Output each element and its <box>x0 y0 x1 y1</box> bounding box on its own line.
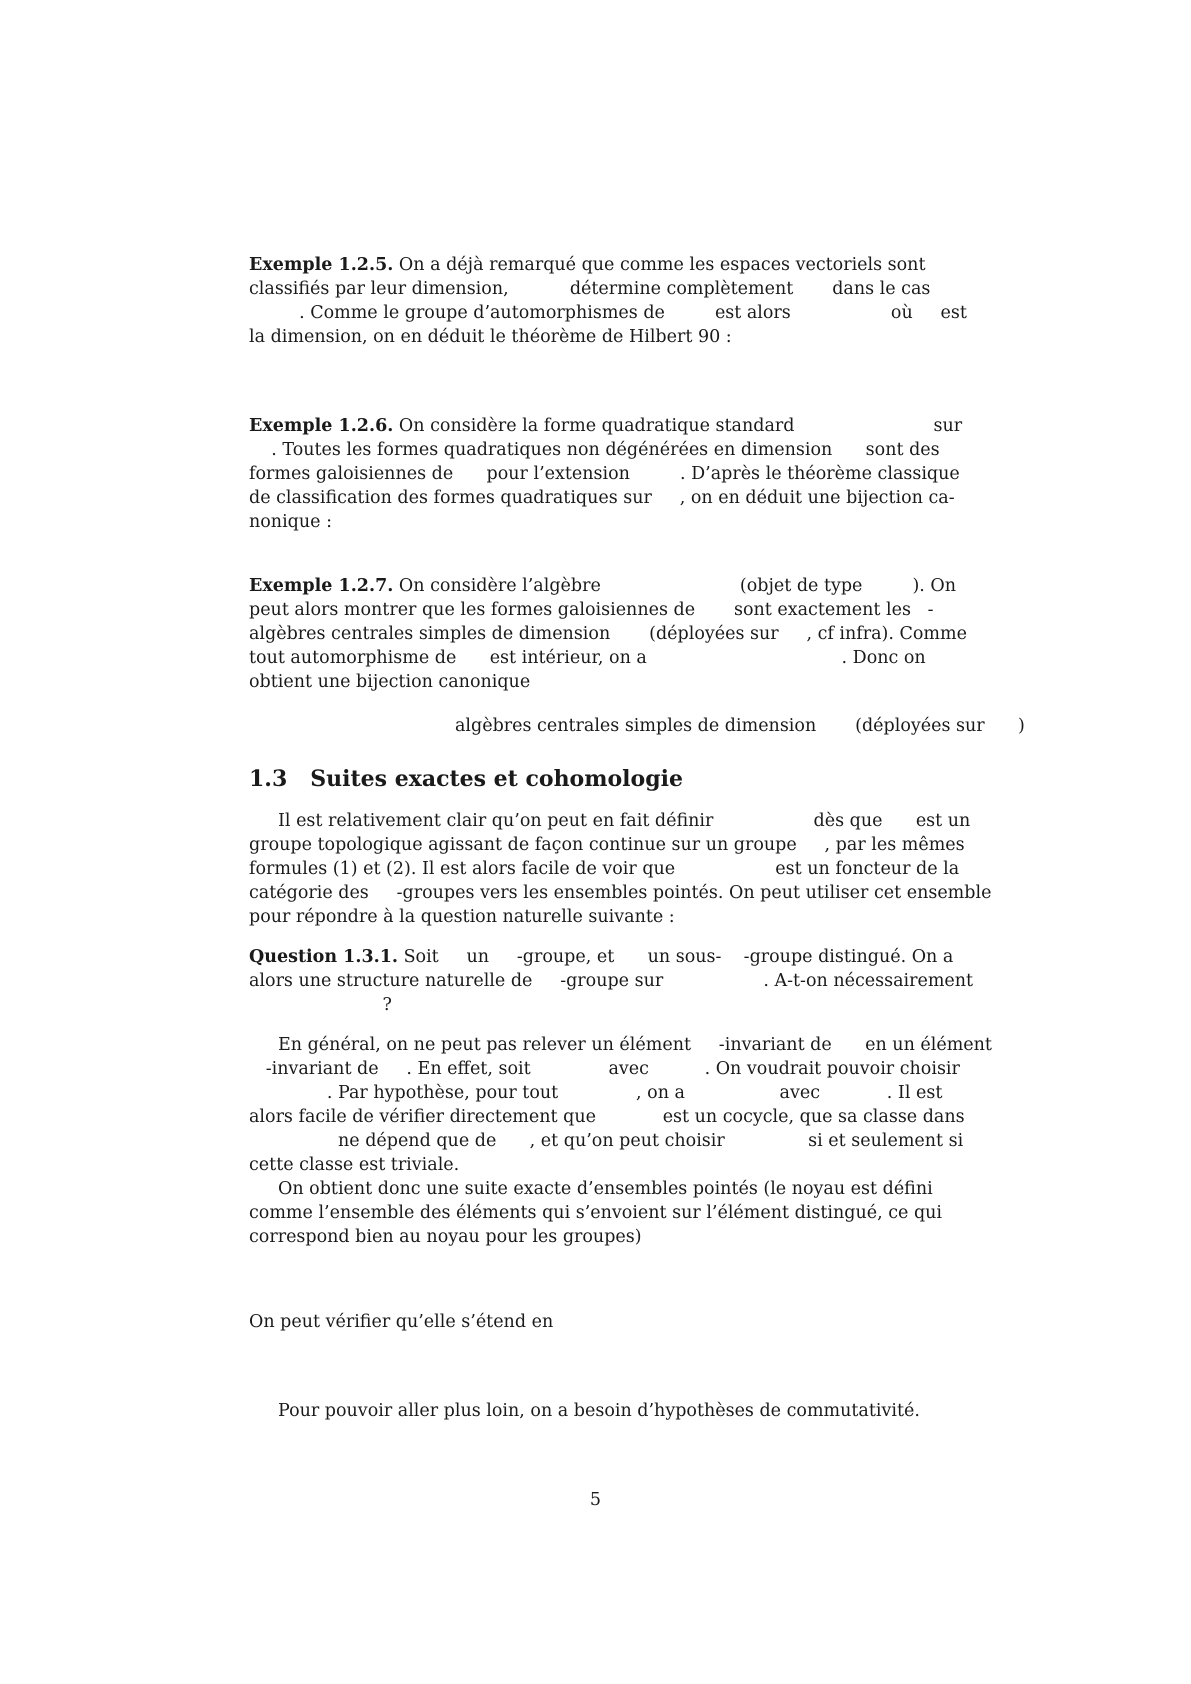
example-1-2-6-line-3: formes galoisiennes de pour l’extension . D’après le théorème classique <box>249 464 960 484</box>
example-label: Exemple 1.2.5. <box>249 255 394 275</box>
example-1-2-7-line-3: algèbres centrales simples de dimension (déployées sur , cf infra). Comme <box>249 624 967 644</box>
general-paragraph-line-1: En général, on ne peut pas relever un élément -invariant de en un élément <box>278 1035 992 1055</box>
section-paragraph-line-4: catégorie des -groupes vers les ensembles pointés. On peut utiliser cet ensemble <box>249 883 992 903</box>
example-1-2-6-line-1 <box>249 415 962 437</box>
example-1-2-7-line-1 <box>249 575 956 597</box>
example-1-2-7-line-5: obtient une bijection canonique <box>249 672 531 692</box>
question-line-3: ? <box>249 995 392 1015</box>
example-text: On considère l’algèbre (objet de type ). On <box>398 576 957 596</box>
question-line-2: alors une structure naturelle de -groupe sur . A-t-on nécessairement <box>249 971 974 991</box>
example-1-2-6-line-5: nonique : <box>249 512 332 532</box>
example-1-2-5-line-3: . Comme le groupe d’automorphismes de est alors où est <box>249 303 967 323</box>
example-label: Exemple 1.2.7. <box>249 576 394 596</box>
extension-sentence: On peut vérifier qu’elle s’étend en <box>249 1312 554 1332</box>
example-text: On considère la forme quadratique standard sur <box>398 416 963 436</box>
exact-sequence-paragraph-line-1: On obtient donc une suite exacte d’ensembles pointés (le noyau est défini <box>278 1179 933 1199</box>
exact-sequence-paragraph-line-2: comme l’ensemble des éléments qui s’envoient sur l’élément distingué, ce qui <box>249 1203 943 1223</box>
general-paragraph-line-6: cette classe est triviale. <box>249 1155 460 1175</box>
section-number: 1.3 <box>249 766 288 792</box>
example-label: Exemple 1.2.6. <box>249 416 394 436</box>
section-paragraph-line-1: Il est relativement clair qu’on peut en fait définir dès que est un <box>278 811 971 831</box>
question-label: Question 1.3.1. <box>249 947 398 967</box>
example-text: On a déjà remarqué que comme les espaces vectoriels sont <box>398 255 926 275</box>
exact-sequence-paragraph-line-3: correspond bien au noyau pour les groupes) <box>249 1227 642 1247</box>
example-1-2-6-line-2: . Toutes les formes quadratiques non dégénérées en dimension sont des <box>249 440 940 460</box>
example-1-2-7-line-4: tout automorphisme de est intérieur, on a . Donc on <box>249 648 926 668</box>
display-equation-text: algèbres centrales simples de dimension (déployées sur ) <box>455 716 1025 736</box>
page-number: 5 <box>589 1490 602 1510</box>
section-heading <box>249 766 683 792</box>
example-1-2-5-line-4: la dimension, on en déduit le théorème de Hilbert 90 : <box>249 327 732 347</box>
question-line-1 <box>249 946 953 968</box>
general-paragraph-line-5: ne dépend que de , et qu’on peut choisir si et seulement si <box>249 1131 964 1151</box>
example-1-2-5-line-1 <box>249 254 926 276</box>
commutativity-sentence: Pour pouvoir aller plus loin, on a besoin d’hypothèses de commutativité. <box>278 1401 920 1421</box>
example-1-2-5-line-2: classifiés par leur dimension, détermine complètement dans le cas <box>249 279 931 299</box>
example-1-2-6-line-4: de classification des formes quadratiques sur , on en déduit une bijection ca- <box>249 488 955 508</box>
question-text: Soit un -groupe, et un sous- -groupe distingué. On a <box>403 947 954 967</box>
section-paragraph-line-5: pour répondre à la question naturelle suivante : <box>249 907 675 927</box>
section-paragraph-line-2: groupe topologique agissant de façon continue sur un groupe , par les mêmes <box>249 835 965 855</box>
example-1-2-7-line-2: peut alors montrer que les formes galoisiennes de sont exactement les - <box>249 600 934 620</box>
general-paragraph-line-3: . Par hypothèse, pour tout , on a avec . Il est <box>249 1083 943 1103</box>
general-paragraph-line-4: alors facile de vérifier directement que est un cocycle, que sa classe dans <box>249 1107 965 1127</box>
section-paragraph-line-3: formules (1) et (2). Il est alors facile de voir que est un foncteur de la <box>249 859 960 879</box>
general-paragraph-line-2: -invariant de . En effet, soit avec . On voudrait pouvoir choisir <box>249 1059 960 1079</box>
section-title: Suites exactes et cohomologie <box>310 766 683 792</box>
